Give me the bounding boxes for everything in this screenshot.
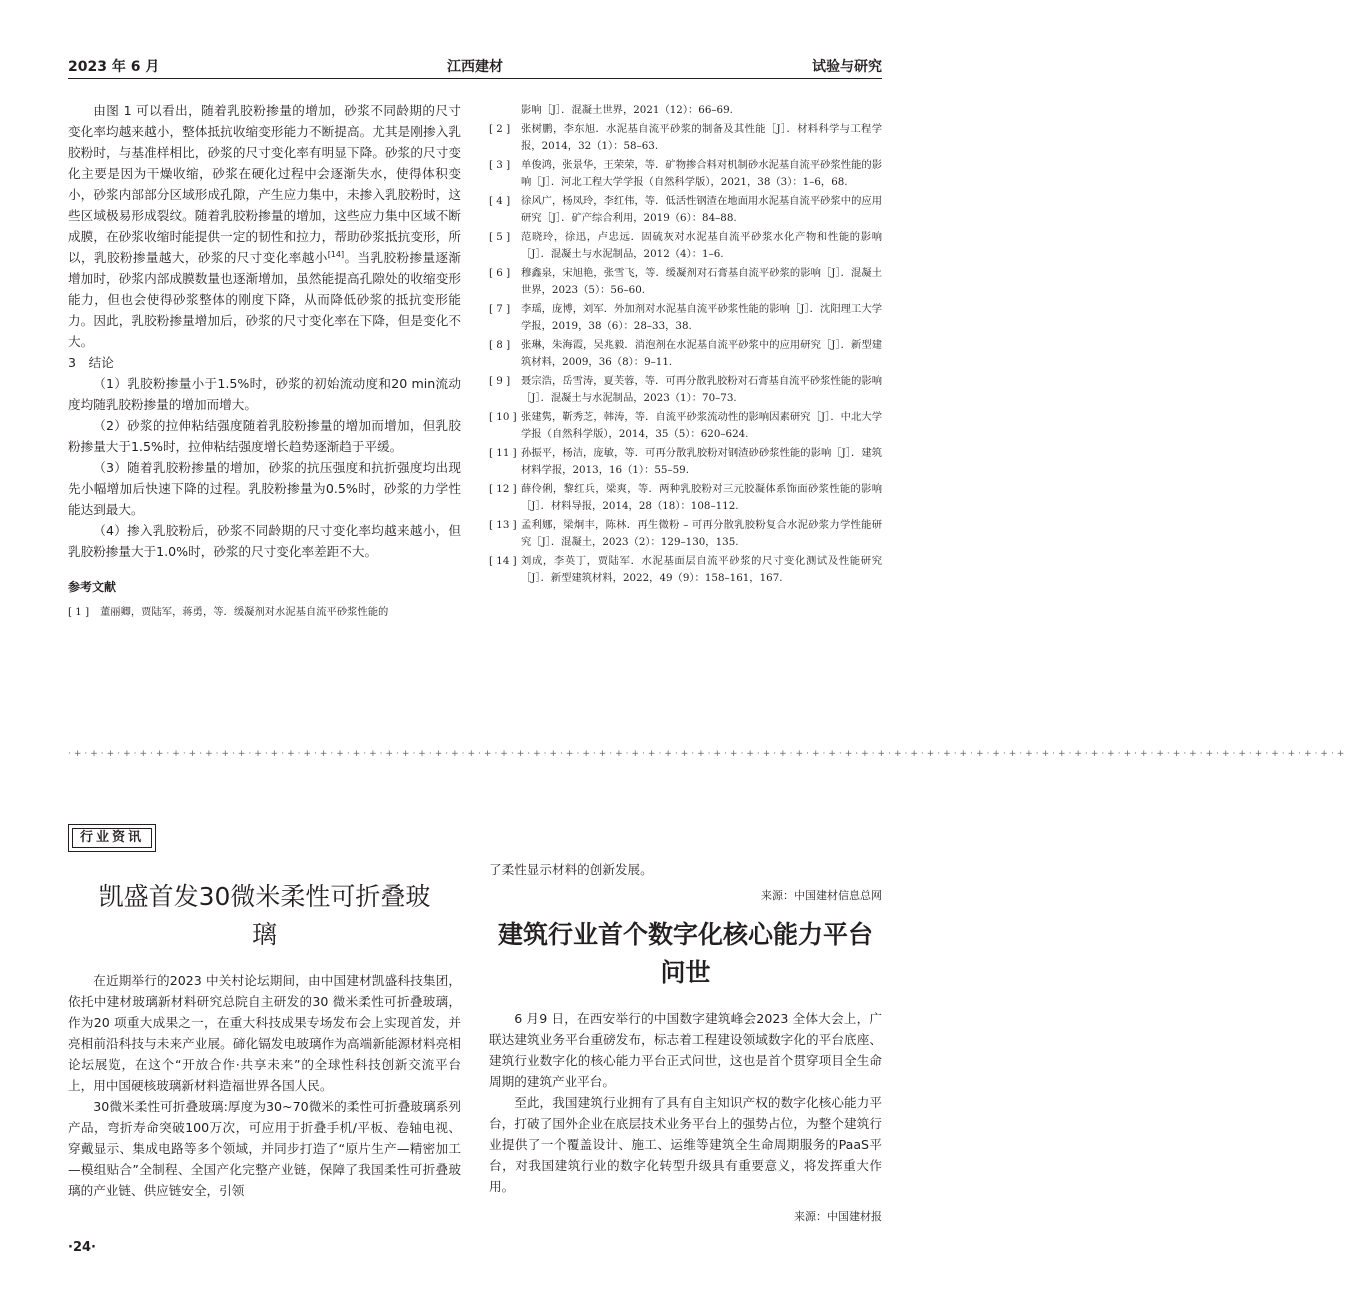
reference-item [489,445,882,479]
reference-item [489,373,882,407]
paragraph-text: 。当乳胶粉掺量逐渐增加时，砂浆内部成膜数量也逐渐增加，虽然能提高孔隙处的收缩变形能力，但也会使得砂浆整体的刚度下降，从而降低砂浆的抵抗变形能力。因此，乳胶粉掺量增加后，砂浆的尺寸变化率在下降，但是变化不大。 [68,250,462,349]
reference-text: 穆鑫泉，宋旭艳，张雪飞，等．缓凝剂对石膏基自流平砂浆的影响［J］．混凝土世界，2023（5）：56–60. [521,267,882,296]
header-date: 2023 年 6 月 [68,59,160,75]
conclusion-item: （2）砂浆的拉伸粘结强度随着乳胶粉掺量的增加而增加，但乳胶粉掺量大于1.5%时，拉伸粘结强度增长趋势逐渐趋于平缓。 [68,418,461,454]
news-article-1 [68,878,461,1201]
body-paragraph [68,100,461,352]
news-badge [68,824,156,852]
citation: [14] [327,249,345,259]
header-section: 试验与研究 [812,59,882,75]
reference-text: 范晓玲，徐迅，卢忠远．固硫灰对水泥基自流平砂浆水化产物和性能的影响［J］．混凝土与水泥制品，2012（4）：1–6. [521,231,882,260]
reference-text: 聂宗浩，岳雪涛，夏芙蓉，等．可再分散乳胶粉对石膏基自流平砂浆性能的影响［J］．混凝土与水泥制品，2023（1）：70–73. [521,375,882,404]
article-source: 来源：中国建材报 [794,1210,882,1223]
references-title: 参考文献 [68,580,117,594]
reference-number: [ 3 ] [489,159,511,171]
article-paragraph: 至此，我国建筑行业拥有了具有自主知识产权的数字化核心能力平台，打破了国外企业在底层技术业务平台上的强势占位，为整个建筑行业提供了一个覆盖设计、施工、运维等建筑全生命周期服务的PaaS平台，对我国建筑行业的数字化转型升级具有重要意义，将发挥重大作用。 [489,1095,882,1194]
right-column-references [489,102,882,587]
reference-item [489,265,882,299]
reference-number: [ 11 ] [489,447,517,459]
reference-item [489,229,882,263]
reference-number: [ 12 ] [489,483,517,495]
reference-number: [ 9 ] [489,375,511,387]
reference-text: 李瑶，庞博，刘军．外加剂对水泥基自流平砂浆性能的影响［J］．沈阳理工大学学报，2019，38（6）：28–33，38. [521,303,882,332]
reference-text: 孟利娜，梁炯丰，陈林．再生微粉 – 可再分散乳胶粉复合水泥砂浆力学性能研究［J］．混凝土，2023（2）：129–130，135. [521,519,882,548]
reference-item [489,301,882,335]
reference-list [489,121,882,587]
reference-text: 张琳，朱海霞，吴兆毅．消泡剂在水泥基自流平砂浆中的应用研究［J］．新型建筑材料，2009，36（8）：9–11. [521,339,882,368]
reference-number: [ 8 ] [489,339,511,351]
paragraph-text: 由图 1 可以看出，随着乳胶粉掺量的增加，砂浆不同龄期的尺寸变化率均越来越小，整体抵抗收缩变形能力不断提高。尤其是刚掺入乳胶粉时，与基准样相比，砂浆的尺寸变化率有明显下降。砂浆的尺寸变化主要是因为干燥收缩，砂浆在硬化过程中会逐渐失水，使得体积变小，砂浆内部部分区域形成孔隙，产生应力集中，未掺入乳胶粉时，这些区域极易形成裂纹。随着乳胶粉掺量的增加，这些应力集中区域不断成膜，在砂浆收缩时能提供一定的韧性和拉力，帮助砂浆抵抗变形，所以，乳胶粉掺量越大，砂浆的尺寸变化率越小 [68,103,461,265]
reference-item [489,121,882,155]
section-divider: ·+·+·+·+·+·+·+·+·+·+·+·+·+·+·+·+·+·+·+·+·+·+·+·+·+·+·+·+·+·+·+·+·+·+·+·+·+·+·+·+·+·+·+·+·+·+·+·+·+·+·+·+·+·+·+·+·+·+·+·+·+·+·+·+·+·+·+·+·+·+·+·+·+·+·+·+·+·+ [68,749,1347,759]
conclusion-item: （3）随着乳胶粉掺量的增加，砂浆的抗压强度和抗折强度均出现先小幅增加后快速下降的过程。乳胶粉掺量为0.5%时，砂浆的力学性能达到最大。 [68,460,461,517]
reference-item [489,409,882,443]
header-journal: 江西建材 [447,59,503,75]
reference-text: 刘成，李英丁，贾陆军．水泥基面层自流平砂浆的尺寸变化测试及性能研究［J］．新型建筑材料，2022，49（9）：158–161，167. [521,555,882,584]
reference-number: [ 2 ] [489,123,511,135]
left-column [68,100,461,621]
reference-item [489,157,882,191]
section-heading: 3 结论 [68,355,114,370]
article-source: 来源：中国建材信息总网 [761,889,882,902]
reference-number: [ 5 ] [489,231,511,243]
reference-number: [ 4 ] [489,195,511,207]
reference-text: 单俊鸿，张景华，王荣荣，等．矿物掺合料对机制砂水泥基自流平砂浆性能的影响［J］．河北工程大学学报（自然科学版），2021，38（3）：1–6，68. [521,159,882,188]
reference-text: 孙振平，杨洁，庞敏，等．可再分散乳胶粉对钢渣砂砂浆性能的影响［J］．建筑材料学报，2013，16（1）：55–59. [521,447,882,476]
page-number: ·24· [68,1240,96,1255]
conclusion-item: （4）掺入乳胶粉后，砂浆不同龄期的尺寸变化率均越来越小，但乳胶粉掺量大于1.0%时，砂浆的尺寸变化率差距不大。 [68,523,461,559]
reference-item [489,481,882,515]
reference-text: 董丽卿，贾陆军，蒋勇，等．缓凝剂对水泥基自流平砂浆性能的 [100,606,389,618]
reference-text: 薛伶俐，黎红兵，梁爽，等．两种乳胶粉对三元胶凝体系饰面砂浆性能的影响［J］．材料导报，2014，28（18）：108–112. [521,483,882,512]
reference-item [68,604,461,621]
reference-number: [ 6 ] [489,267,511,279]
article-paragraph: 6 月9 日，在西安举行的中国数字建筑峰会2023 全体大会上，广联达建筑业务平台重磅发布，标志着工程建设领域数字化的平台底座、建筑行业数字化的核心能力平台正式问世，这也是首个贯穿项目全生命周期的建筑产业平台。 [489,1011,882,1089]
reference-number: [ 13 ] [489,519,517,531]
reference-item [489,517,882,551]
header-rule [68,78,882,79]
article-title: 凯盛首发30微米柔性可折叠玻璃 [98,882,431,949]
article-paragraph: 30微米柔性可折叠玻璃:厚度为30~70微米的柔性可折叠玻璃系列产品，弯折寿命突破100万次，可应用于折叠手机/平板、卷轴电视、穿戴显示、集成电路等多个领域，并同步打造了“原片生产—精密加工—模组贴合”全制程、全国产化完整产业链，保障了我国柔性可折叠玻璃的产业链、供应链安全，引领 [68,1099,461,1198]
reference-number: [ 7 ] [489,303,511,315]
reference-text: 徐风广，杨凤玲，李红伟，等．低活性钢渣在地面用水泥基自流平砂浆中的应用研究［J］．矿产综合利用，2019（6）：84–88. [521,195,882,224]
article-title: 建筑行业首个数字化核心能力平台问世 [497,920,873,987]
reference-number: [ 10 ] [489,411,517,423]
reference-text: 张树鹏，李东旭．水泥基自流平砂浆的制备及其性能［J］．材料科学与工程学报，2014，32（1）：58–63. [521,123,882,152]
news-article-2 [489,859,882,1227]
reference-item [489,337,882,371]
conclusion-item: （1）乳胶粉掺量小于1.5%时，砂浆的初始流动度和20 min流动度均随乳胶粉掺量的增加而增大。 [68,376,461,412]
reference-item [489,553,882,587]
reference-item [489,193,882,227]
article-continuation: 了柔性显示材料的创新发展。 [489,862,653,877]
reference-continuation: 影响［J］．混凝土世界，2021（12）：66–69. [521,104,733,116]
news-badge-label: 行业资讯 [72,828,152,848]
article-paragraph: 在近期举行的2023 中关村论坛期间，由中国建材凯盛科技集团，依托中建材玻璃新材料研究总院自主研发的30 微米柔性可折叠玻璃，作为20 项重大成果之一，在重大科技成果专场发布会上实现首发，并亮相前沿科技与未来产业展。碲化镉发电玻璃作为高端新能源材料亮相论坛展览，在这个“开放合作·共享未来”的全球性科技创新交流平台上，用中国硬核玻璃新材料造福世界各国人民。 [68,973,461,1093]
reference-number: [ 14 ] [489,555,517,567]
reference-text: 张建隽，靳秀芝，韩涛，等．自流平砂浆流动性的影响因素研究［J］．中北大学学报（自然科学版），2014，35（5）：620–624. [521,411,882,440]
reference-number: [ 1 ] [68,606,90,618]
